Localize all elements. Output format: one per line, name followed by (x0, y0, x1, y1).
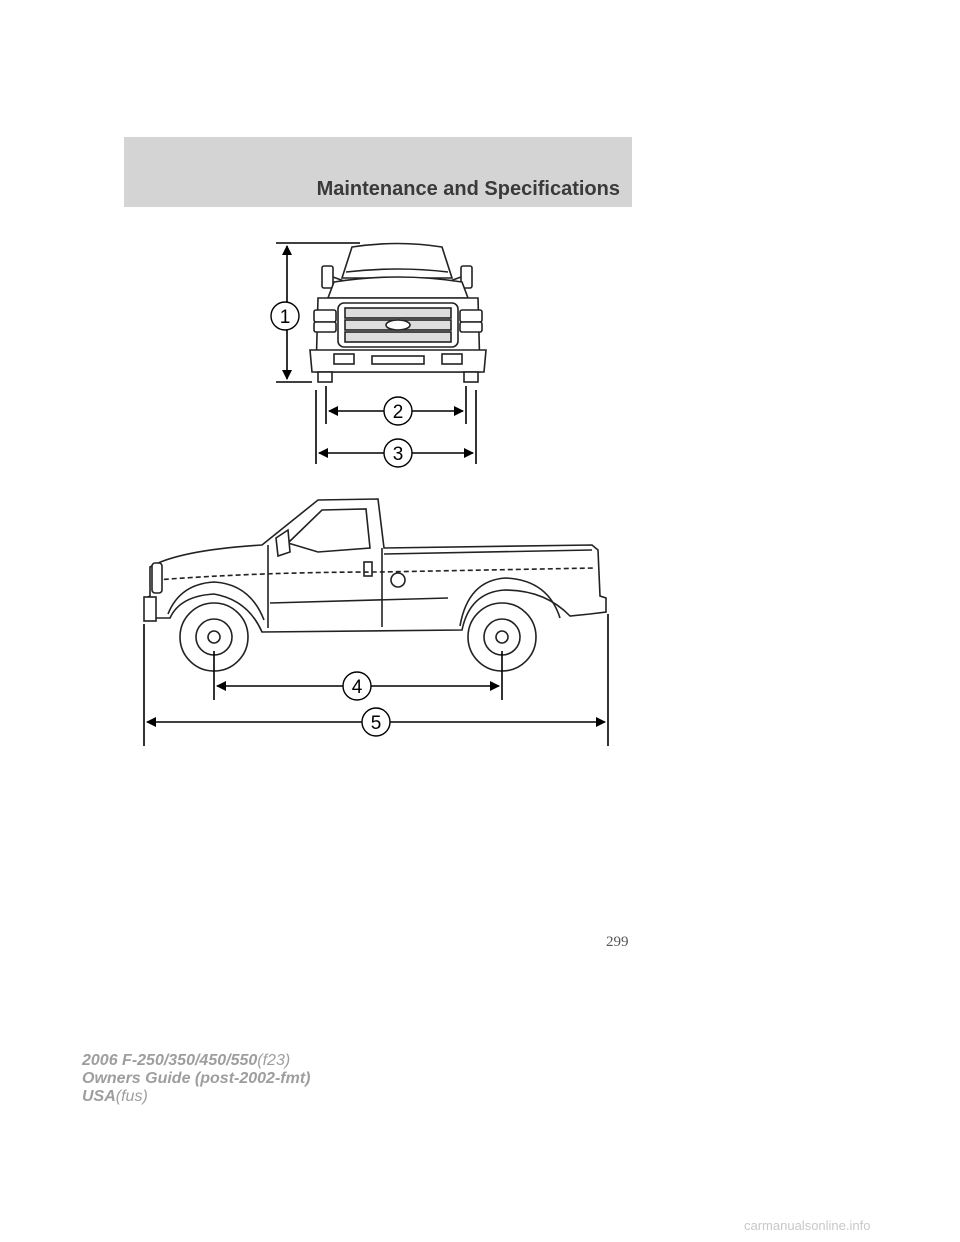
truck-side-view (144, 499, 606, 671)
callout-4-label: 4 (351, 677, 363, 698)
document-footer (82, 1052, 310, 1106)
footer-line-2 (82, 1070, 310, 1088)
footer-line-3 (82, 1088, 310, 1106)
callout-2-label: 2 (392, 402, 404, 423)
page-number: 299 (606, 934, 629, 950)
callout-3 (384, 439, 412, 467)
watermark: carmanualsonline.info (744, 1218, 871, 1233)
footer-guide: Owners Guide (post-2002-fmt) (82, 1070, 311, 1087)
callout-3-label: 3 (392, 444, 404, 465)
footer-line-1 (82, 1052, 310, 1070)
callout-4 (343, 672, 371, 700)
footer-market: USA (82, 1088, 116, 1105)
footer-model: 2006 F-250/350/450/550 (82, 1052, 258, 1069)
callout-5 (362, 708, 390, 736)
callout-1 (271, 302, 299, 330)
footer-model-code: (f23) (257, 1052, 291, 1069)
callout-2 (384, 397, 412, 425)
callout-5-label: 5 (370, 713, 382, 734)
truck-front-view (310, 244, 486, 383)
footer-market-code: (fus) (115, 1088, 148, 1105)
section-title: Maintenance and Specifications (316, 178, 620, 200)
callout-1-label: 1 (279, 307, 291, 328)
